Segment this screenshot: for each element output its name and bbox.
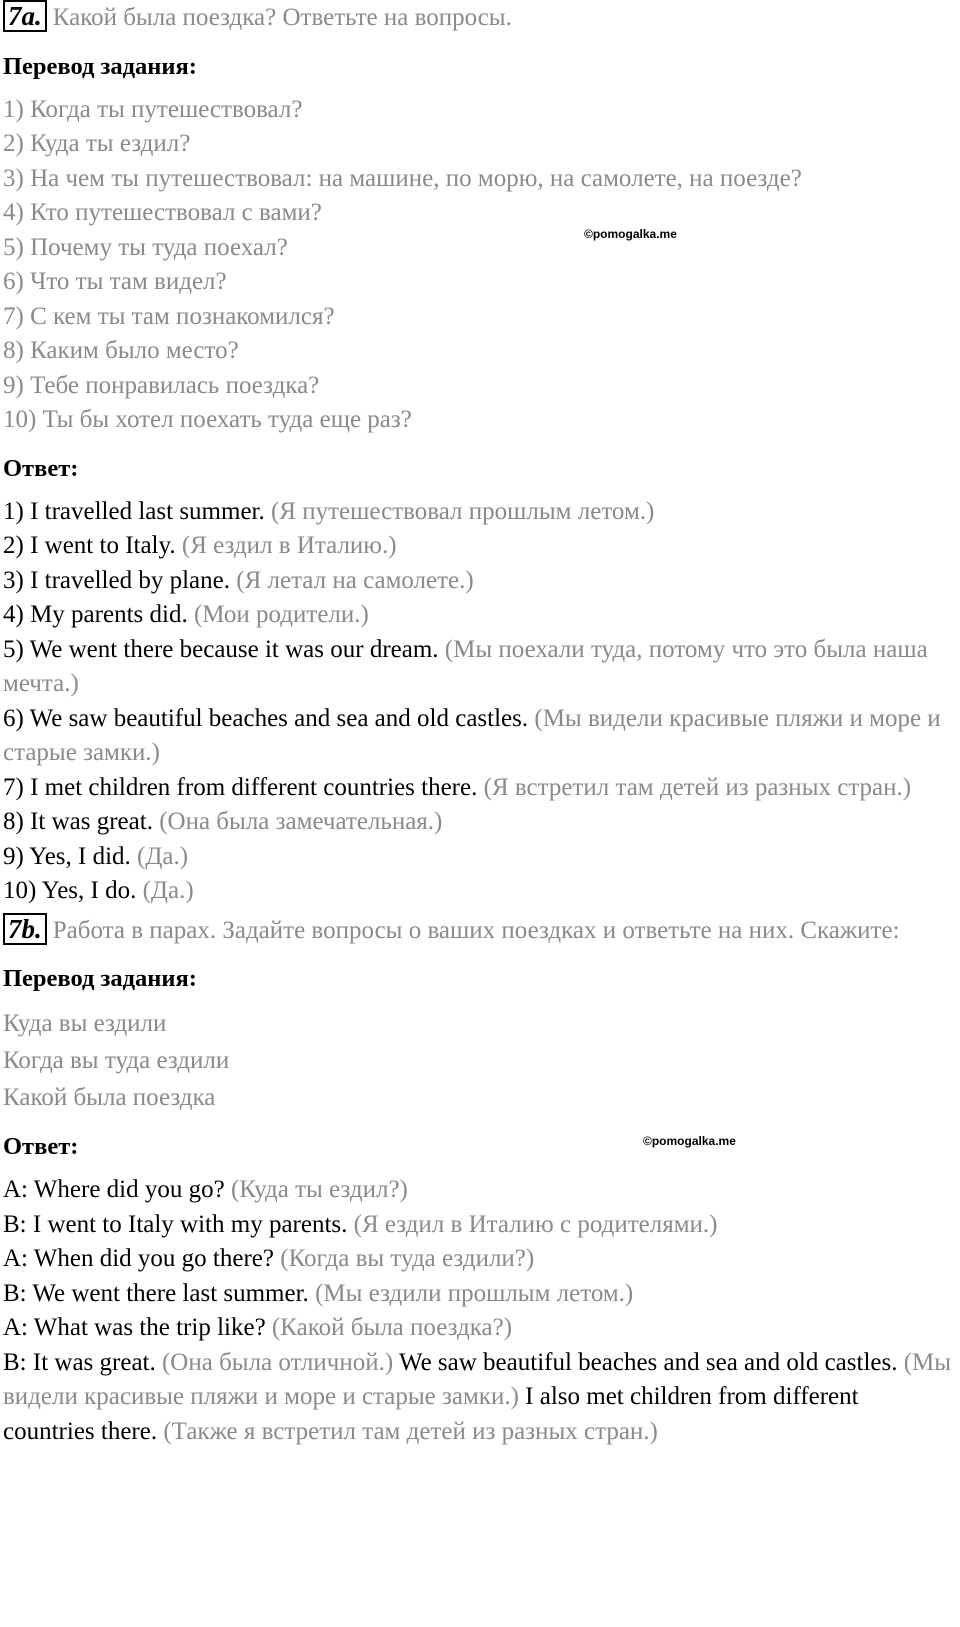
answer-english: 7) I met children from different countries there. — [3, 773, 478, 801]
dialogue-translation: (Куда ты ездил?) — [230, 1176, 408, 1203]
task-7b-number: 7b. — [3, 913, 47, 945]
answer-translation: (Мои родители.) — [193, 601, 369, 628]
dialogue-english: A: What was the trip like? — [3, 1314, 266, 1341]
question-item: 1) Когда ты путешествовал? — [3, 95, 303, 123]
dialogue-line — [3, 1311, 954, 1346]
answer-english: 5) We went there because it was our dream. — [3, 635, 439, 663]
answer-translation: (Она была замечательная.) — [159, 808, 443, 835]
answer-english: 3) I travelled by plane. — [3, 566, 230, 594]
answer-translation: (Да.) — [137, 842, 189, 870]
dialogue-translation: (Когда вы туда ездили?) — [280, 1245, 535, 1272]
dialogue-english: We saw beautiful beaches and sea and old castles. — [398, 1348, 898, 1376]
answer-item — [3, 598, 954, 633]
dialogue-translation: (Также я встретил там детей из разных стран.) — [163, 1417, 658, 1445]
dialogue-final-reply — [3, 1346, 954, 1450]
task-7b-instruction: Работа в парах. Задайте вопросы о ваших поездках и ответьте на них. Скажите: — [52, 916, 900, 944]
task-7a-translation-heading: Перевод задания: — [3, 52, 197, 80]
task-7a-header — [3, 0, 954, 36]
dialogue-translation: (Мы ездили прошлым летом.) — [315, 1279, 634, 1307]
dialogue-english: I also met children from different countries there. — [3, 1383, 859, 1445]
task-7a-questions — [3, 93, 954, 438]
question-item: 10) Ты бы хотел поехать туда еще раз? — [3, 406, 412, 433]
answer-english: 4) My parents did. — [3, 601, 188, 628]
answer-english: 9) Yes, I did. — [3, 842, 131, 870]
prompt-item: Куда вы ездили — [3, 1010, 167, 1037]
answer-item — [3, 702, 954, 771]
question-item: 9) Тебе понравилась поездка? — [3, 371, 320, 399]
task-7a-answers — [3, 495, 954, 909]
question-item: 5) Почему ты туда поехал? — [3, 233, 288, 261]
question-item: 4) Кто путешествовал с вами? — [3, 199, 322, 226]
dialogue-english: B: It was great. — [3, 1348, 156, 1376]
dialogue-english: B: I went to Italy with my parents. — [3, 1210, 348, 1238]
dialogue-translation: (Она была отличной.) — [161, 1348, 394, 1376]
question-item: 8) Каким было место? — [3, 337, 239, 364]
question-item: 3) На чем ты путешествовал: на машине, по морю, на самолете, на поезде? — [3, 164, 802, 192]
task-7a-answer-heading: Ответ: — [3, 454, 79, 482]
dialogue-line — [3, 1173, 954, 1208]
answer-item — [3, 633, 954, 702]
task-7a-instruction: Какой была поездка? Ответьте на вопросы. — [52, 4, 512, 31]
dialogue-english: A: Where did you go? — [3, 1176, 225, 1203]
task-7a-number: 7a. — [3, 0, 47, 32]
answer-english: 8) It was great. — [3, 808, 153, 835]
watermark-top: ©pomogalka.me — [584, 227, 677, 241]
answer-english: 10) Yes, I do. — [3, 877, 137, 904]
answer-item — [3, 840, 954, 875]
question-item: 2) Куда ты ездил? — [3, 130, 191, 157]
answer-item — [3, 564, 954, 599]
answer-translation: (Я летал на самолете.) — [236, 566, 474, 594]
dialogue-line — [3, 1242, 954, 1277]
answer-translation: (Я встретил там детей из разных стран.) — [483, 773, 912, 801]
answer-translation: (Я ездил в Италию.) — [181, 532, 397, 559]
answer-translation: (Мы видели красивые пляжи и море и старые замки.) — [3, 704, 941, 766]
answer-item — [3, 805, 954, 840]
answer-english: 6) We saw beautiful beaches and sea and old castles. — [3, 704, 529, 732]
answer-english: 2) I went to Italy. — [3, 532, 176, 559]
answer-english: 1) I travelled last summer. — [3, 497, 265, 525]
dialogue-line — [3, 1277, 954, 1312]
dialogue-translation: (Мы видели красивые пляжи и море и старые замки.) — [3, 1348, 952, 1410]
task-7b-header — [3, 913, 954, 949]
answer-item — [3, 874, 954, 909]
question-item: 7) С кем ты там познакомился? — [3, 302, 335, 330]
question-item: 6) Что ты там видел? — [3, 268, 227, 295]
prompt-item: Когда вы туда ездили — [3, 1047, 230, 1074]
watermark-bottom: ©pomogalka.me — [643, 1134, 736, 1148]
answer-item — [3, 495, 954, 530]
task-7b-dialogue — [3, 1173, 954, 1449]
answer-translation: (Да.) — [142, 877, 194, 904]
answer-item — [3, 771, 954, 806]
answer-translation: (Мы поехали туда, потому что это была наша мечта.) — [3, 635, 928, 697]
answer-translation: (Я путешествовал прошлым летом.) — [270, 497, 655, 525]
dialogue-translation: (Я ездил в Италию с родителями.) — [353, 1210, 718, 1238]
answer-item — [3, 529, 954, 564]
dialogue-english: A: When did you go there? — [3, 1245, 274, 1272]
prompt-item: Какой была поездка — [3, 1084, 216, 1111]
task-7b-answer-heading: Ответ: — [3, 1133, 79, 1160]
task-7b-translation-heading: Перевод задания: — [3, 965, 197, 992]
dialogue-line — [3, 1208, 954, 1243]
dialogue-translation: (Какой была поездка?) — [271, 1314, 513, 1341]
task-7b-prompts — [3, 1005, 954, 1116]
dialogue-english: B: We went there last summer. — [3, 1279, 309, 1307]
